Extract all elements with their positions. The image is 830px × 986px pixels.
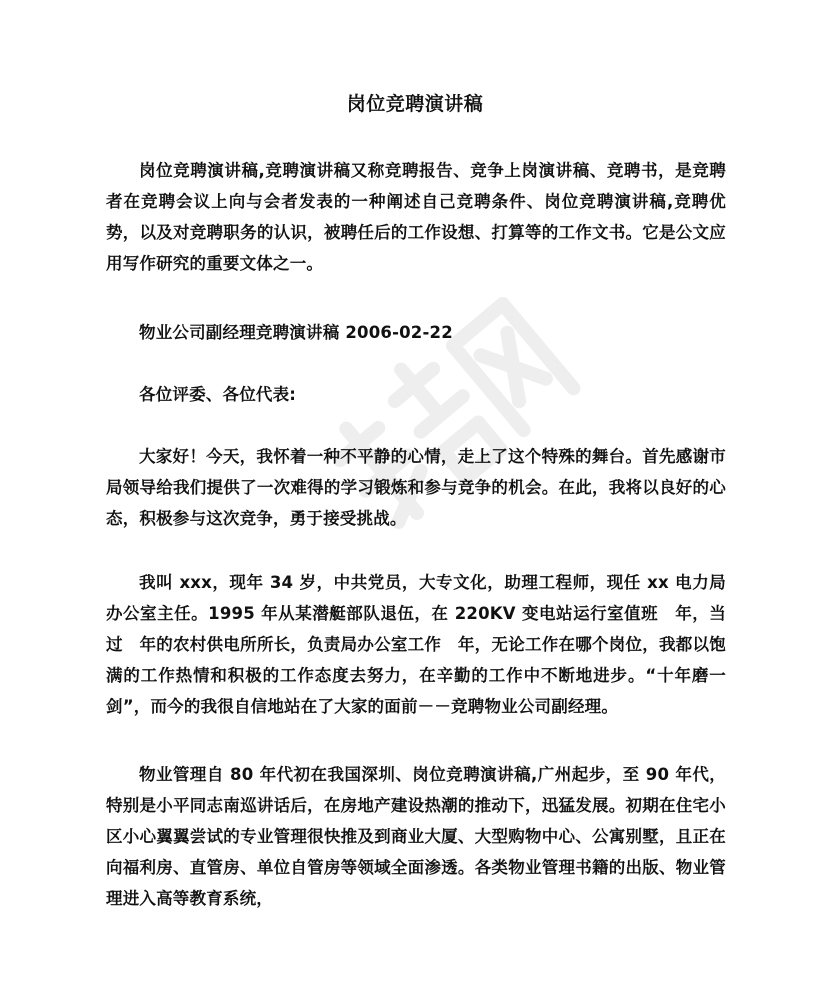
- paragraph-property-management: 物业管理自 80 年代初在我国深圳、岗位竞聘演讲稿,广州起步，至 90 年代，特别是小平同志南巡讲话后，在房地产建设热潮的推动下，迅猛发展。初期在住宅小区小心翼翼尝试的专业管理很快推及到商业大厦、大型购物中心、公寓别墅，且正在向福利房、直管房、单位自管房等领域全面渗透。各类物业管理书籍的出版、物业管理进入高等教育系统，: [106, 765, 726, 908]
- paragraph-salutation: 各位评委、各位代表:: [139, 385, 297, 404]
- paragraph-greeting: 大家好！今天，我怀着一种不平静的心情，走上了这个特殊的舞台。首先感谢市局领导给我们提供了一次难得的学习锻炼和参与竞争的机会。在此，我将以良好的心态，积极参与这次竞争，勇于接受挑战。: [106, 447, 726, 528]
- document-title: 岗位竞聘演讲稿: [346, 93, 484, 115]
- paragraph-speech-heading: 物业公司副经理竞聘演讲稿 2006-02-22: [139, 323, 453, 342]
- paragraph-self-introduction: 我叫 xxx，现年 34 岁，中共党员，大专文化，助理工程师，现任 xx 电力局办公室主任。1995 年从某潜艇部队退伍，在 220KV 变电站运行室值班 年，当过 年的农村供电所所长，负责局办公室工作 年，无论工作在哪个岗位，我都以饱满的工作热情和积极的工作态度去努力，在辛勤的工作中不断地进步。“十年磨一剑”，而今的我很自信地站在了大家的面前－－竞聘物业公司副经理。: [106, 573, 726, 716]
- paragraph-intro: 岗位竞聘演讲稿,竞聘演讲稿又称竞聘报告、竞争上岗演讲稿、竞聘书，是竞聘者在竞聘会议上向与会者发表的一种阐述自己竞聘条件、岗位竞聘演讲稿,竞聘优势，以及对竞聘职务的认识，被聘任后的工作设想、打算等的工作文书。它是公文应用写作研究的重要文体之一。: [106, 161, 726, 273]
